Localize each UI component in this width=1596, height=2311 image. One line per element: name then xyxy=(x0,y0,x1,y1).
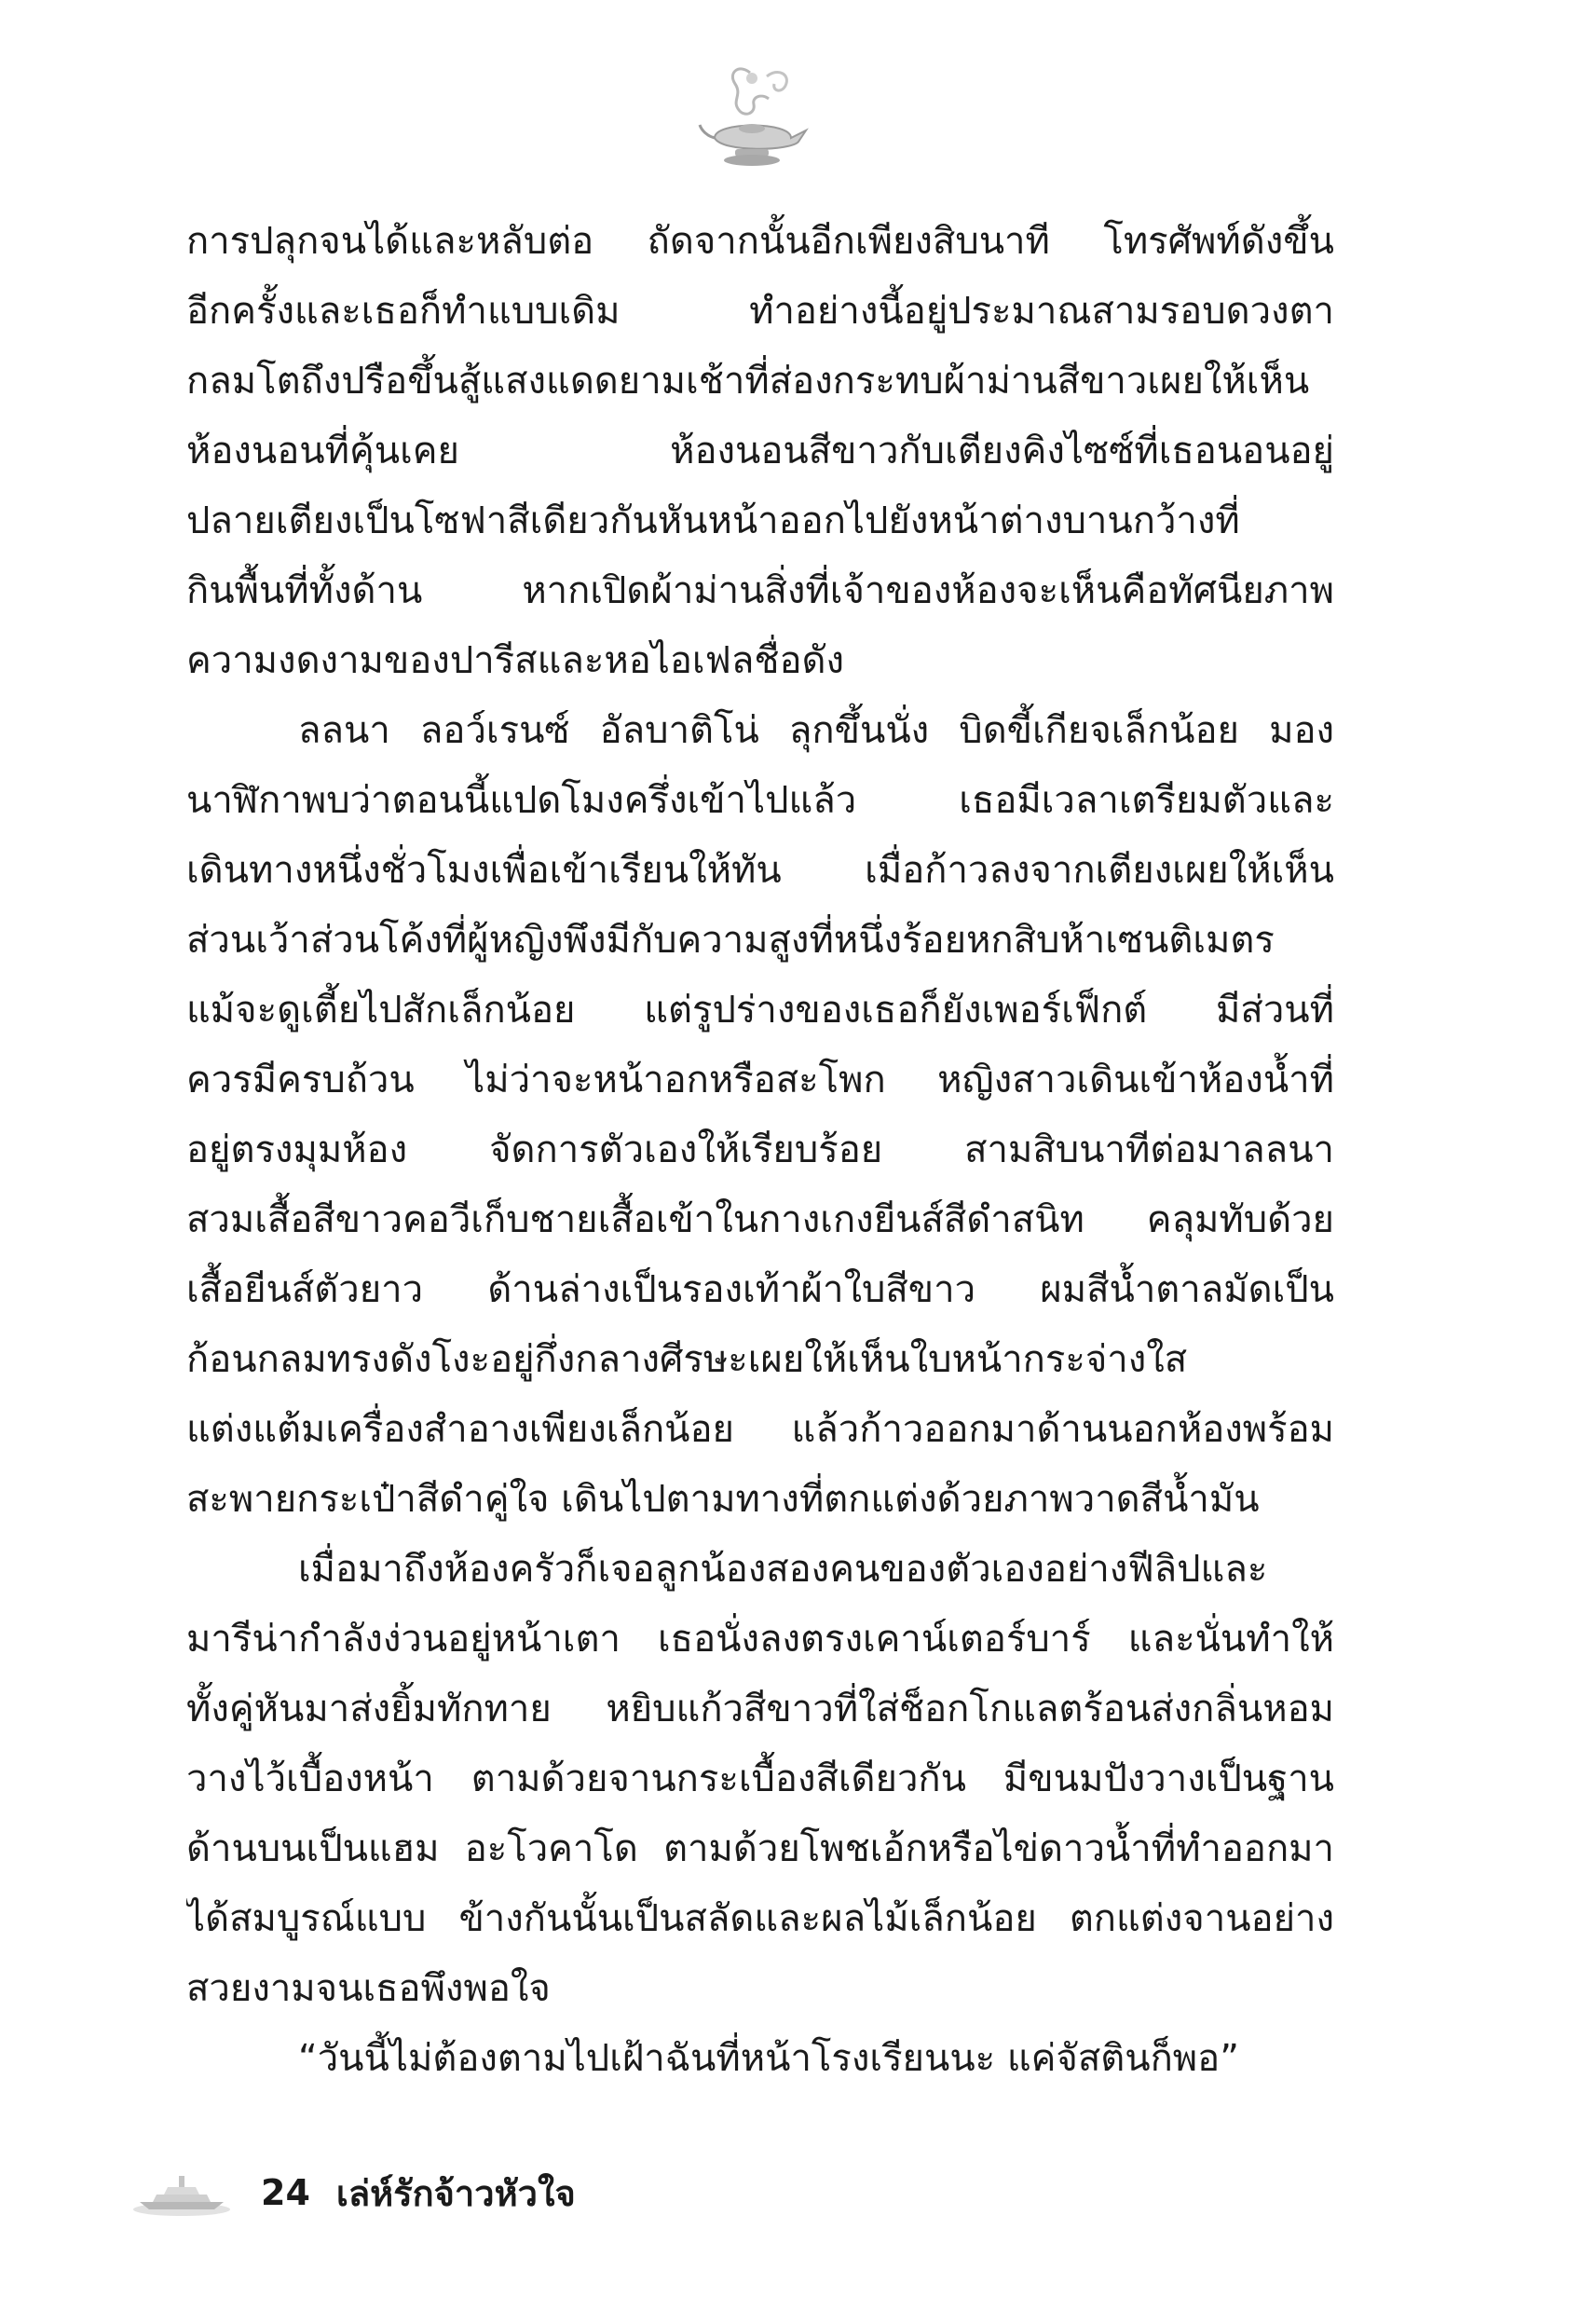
genie-lamp-icon xyxy=(694,56,815,177)
text-line: ปลายเตียงเป็นโซฟาสีเดียวกันหันหน้าออกไปยังหน้าต่างบานกว้างที่ xyxy=(186,499,1240,542)
text-line: ด้านบนเป็นแฮม อะโวคาโด ตามด้วยโพชเอ้กหรือไข่ดาวน้ำที่ทำออกมา xyxy=(186,1827,1334,1870)
text-line: อยู่ตรงมุมห้อง จัดการตัวเองให้เรียบร้อย สามสิบนาทีต่อมาลลนา xyxy=(186,1128,1334,1171)
text-line: ลลนา ลอว์เรนซ์ อัลบาติโน่ ลุกขึ้นนั่ง บิดขี้เกียจเล็กน้อย มอง xyxy=(298,709,1334,752)
page-footer xyxy=(130,2160,576,2225)
text-line: สวยงามจนเธอพึงพอใจ xyxy=(186,1967,551,2010)
text-line: ก้อนกลมทรงดังโงะอยู่กึ่งกลางศีรษะเผยให้เห็นใบหน้ากระจ่างใส xyxy=(186,1338,1188,1381)
text-line: เสื้อยีนส์ตัวยาว ด้านล่างเป็นรองเท้าผ้าใบสีขาว ผมสีน้ำตาลมัดเป็น xyxy=(186,1268,1334,1311)
text-line: แต่งแต้มเครื่องสำอางเพียงเล็กน้อย แล้วก้าวออกมาด้านนอกห้องพร้อม xyxy=(186,1408,1334,1451)
text-line: วางไว้เบื้องหน้า ตามด้วยจานกระเบื้องสีเดียวกัน มีขนมปังวางเป็นฐาน xyxy=(186,1757,1334,1800)
text-line: มารีน่ากำลังง่วนอยู่หน้าเตา เธอนั่งลงตรงเคาน์เตอร์บาร์ และนั่นทำให้ xyxy=(186,1618,1334,1661)
text-line: กลมโตถึงปรือขึ้นสู้แสงแดดยามเช้าที่ส่องกระทบผ้าม่านสีขาวเผยให้เห็น xyxy=(186,360,1310,403)
text-line: อีกครั้งและเธอก็ทำแบบเดิม ทำอย่างนี้อยู่ประมาณสามรอบดวงตา xyxy=(186,290,1334,333)
text-line: สะพายกระเป๋าสีดำคู่ใจ เดินไปตามทางที่ตกแต่งด้วยภาพวาดสีน้ำมัน xyxy=(186,1478,1260,1521)
text-line: กินพื้นที่ทั้งด้าน หากเปิดผ้าม่านสิ่งที่เจ้าของห้องจะเห็นคือทัศนียภาพ xyxy=(186,569,1334,612)
text-line: ห้องนอนที่คุ้นเคย ห้องนอนสีขาวกับเตียงคิงไซซ์ที่เธอนอนอยู่ xyxy=(186,430,1334,472)
text-line: สวมเสื้อสีขาวคอวีเก็บชายเสื้อเข้าในกางเกงยีนส์สีดำสนิท คลุมทับด้วย xyxy=(186,1198,1334,1241)
body-text xyxy=(186,207,1334,2094)
text-line: ส่วนเว้าส่วนโค้งที่ผู้หญิงพึงมีกับความสูงที่หนึ่งร้อยหกสิบห้าเซนติเมตร xyxy=(186,919,1275,962)
page-number: 24 xyxy=(261,2172,310,2213)
text-line: การปลุกจนได้และหลับต่อ ถัดจากนั้นอีกเพียงสิบนาที โทรศัพท์ดังขึ้น xyxy=(186,220,1334,263)
book-title: เล่ห์รักจ้าวหัวใจ xyxy=(335,2172,576,2214)
text-line: แม้จะดูเตี้ยไปสักเล็กน้อย แต่รูปร่างของเธอก็ยังเพอร์เฟ็กต์ มีส่วนที่ xyxy=(186,989,1334,1032)
text-line: ทั้งคู่หันมาส่งยิ้มทักทาย หยิบแก้วสีขาวที่ใส่ช็อกโกแลตร้อนส่งกลิ่นหอม xyxy=(186,1688,1334,1730)
text-line: “วันนี้ไม่ต้องตามไปเฝ้าฉันที่หน้าโรงเรียนนะ แค่จัสตินก็พอ” xyxy=(298,2037,1239,2080)
text-line: ควรมีครบถ้วน ไม่ว่าจะหน้าอกหรือสะโพก หญิงสาวเดินเข้าห้องน้ำที่ xyxy=(186,1059,1334,1101)
text-line: นาฬิกาพบว่าตอนนี้แปดโมงครึ่งเข้าไปแล้ว เธอมีเวลาเตรียมตัวและ xyxy=(186,779,1334,822)
boat-icon xyxy=(130,2167,233,2219)
text-line: เมื่อมาถึงห้องครัวก็เจอลูกน้องสองคนของตัวเองอย่างฟีลิปและ xyxy=(298,1548,1268,1591)
text-line: ได้สมบูรณ์แบบ ข้างกันนั้นเป็นสลัดและผลไม้เล็กน้อย ตกแต่งจานอย่าง xyxy=(186,1897,1334,1940)
text-line: ความงดงามของปารีสและหอไอเฟลชื่อดัง xyxy=(186,639,845,682)
text-line: เดินทางหนึ่งชั่วโมงเพื่อเข้าเรียนให้ทัน เมื่อก้าวลงจากเตียงเผยให้เห็น xyxy=(186,849,1334,892)
